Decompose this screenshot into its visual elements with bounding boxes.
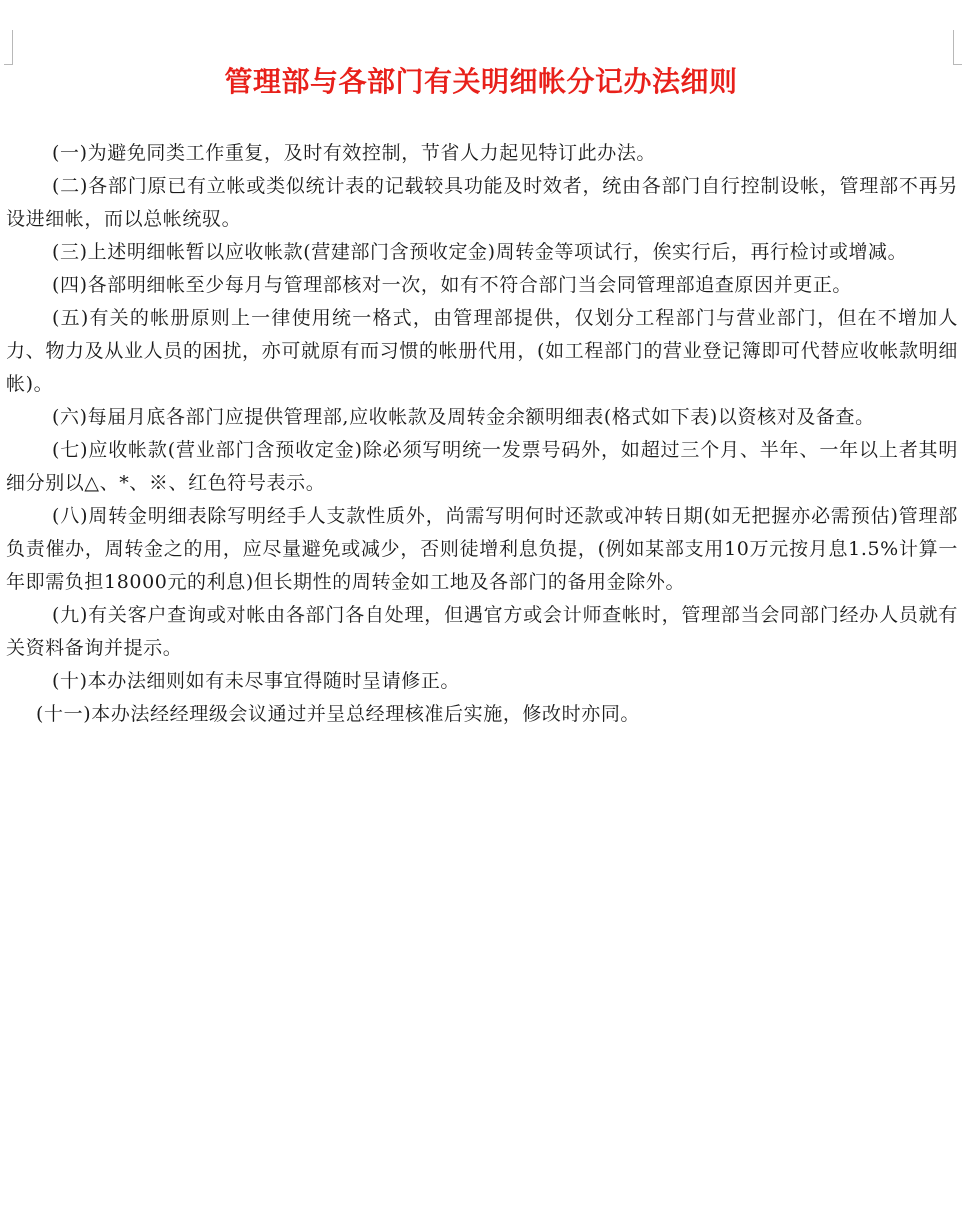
paragraph-7: (七)应收帐款(营业部门含预收定金)除必须写明统一发票号码外，如超过三个月、半年、一年以上者其明细分别以△、*、※、红色符号表示。 (6, 439, 958, 494)
paragraph-10: (十)本办法细则如有未尽事宜得随时呈请修正。 (52, 670, 461, 692)
document-title: 管理部与各部门有关明细帐分记办法细则 (224, 65, 738, 98)
paragraph-8: (八)周转金明细表除写明经手人支款性质外，尚需写明何时还款或冲转日期(如无把握亦必需预估)管理部负责催办，周转金之的用，应尽量避免或减少，否则徒增利息负提，(例如某部支用10万元按月息1.5%计算一年即需负担18000元的利息)但长期性的周转金如工地及各部门的备用金除外。 (6, 505, 958, 593)
paragraph-6: (六)每届月底各部门应提供管理部,应收帐款及周转金余额明细表(格式如下表)以资核对及备查。 (52, 406, 875, 428)
paragraph-3: (三)上述明细帐暂以应收帐款(营建部门含预收定金)周转金等项试行，俟实行后，再行检讨或增减。 (52, 241, 908, 263)
document-body (6, 137, 958, 731)
paragraph-9: (九)有关客户查询或对帐由各部门各自处理，但遇官方或会计师查帐时，管理部当会同部门经办人员就有关资料备询并提示。 (6, 604, 958, 659)
paragraph-11: (十一)本办法经经理级会议通过并呈总经理核准后实施，修改时亦同。 (36, 703, 641, 725)
paragraph-1: (一)为避免同类工作重复，及时有效控制，节省人力起见特订此办法。 (52, 142, 657, 164)
page-corner-mark-left (4, 30, 13, 65)
paragraph-4: (四)各部明细帐至少每月与管理部核对一次，如有不符合部门当会同管理部追查原因并更正。 (52, 274, 853, 296)
paragraph-2: (二)各部门原已有立帐或类似统计表的记载较具功能及时效者，统由各部门自行控制设帐，管理部不再另设进细帐，而以总帐统驭。 (6, 175, 958, 230)
paragraph-5: (五)有关的帐册原则上一律使用统一格式，由管理部提供，仅划分工程部门与营业部门，但在不增加人力、物力及从业人员的困扰，亦可就原有而习惯的帐册代用，(如工程部门的营业登记簿即可代替应收帐款明细帐)。 (6, 307, 958, 395)
page-corner-mark-right (953, 30, 962, 65)
